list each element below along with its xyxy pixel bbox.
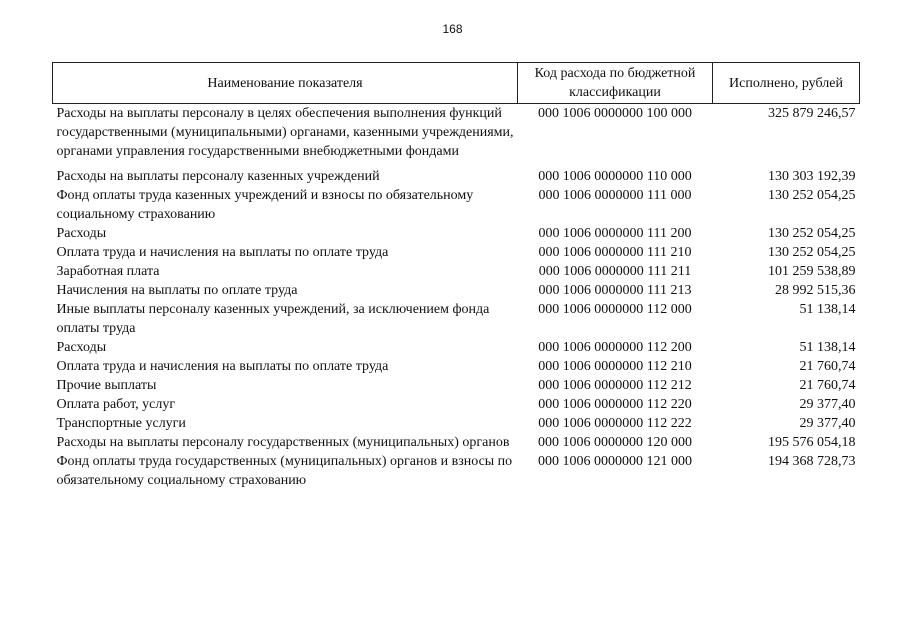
table-row	[53, 376, 860, 395]
page-number: 168	[442, 22, 463, 36]
table-row	[53, 414, 860, 433]
budget-code-cell: 000 1006 0000000 100 000	[538, 106, 692, 121]
executed-amount-cell: 130 252 054,25	[768, 188, 856, 203]
executed-amount-cell: 21 760,74	[799, 359, 856, 374]
indicator-name-cell: Оплата труда и начисления на выплаты по оплате труда	[56, 359, 389, 374]
budget-code-cell: 000 1006 0000000 111 213	[538, 283, 692, 298]
table-row	[53, 224, 860, 243]
budget-code-cell: 000 1006 0000000 120 000	[538, 435, 692, 450]
indicator-name-cell: Иные выплаты персоналу казенных учреждений, за исключением фонда оплаты труда	[56, 302, 490, 336]
indicator-name-cell: Оплата труда и начисления на выплаты по оплате труда	[56, 245, 389, 260]
table-row	[53, 262, 860, 281]
table-header-row	[53, 63, 860, 104]
indicator-name-cell: Прочие выплаты	[56, 378, 157, 393]
executed-amount-cell: 194 368 728,73	[768, 454, 856, 469]
table-row	[53, 357, 860, 376]
budget-code-cell: 000 1006 0000000 112 220	[538, 397, 692, 412]
executed-amount-cell: 101 259 538,89	[768, 264, 856, 279]
header-executed-amount: Исполнено, рублей	[713, 63, 860, 104]
indicator-name-cell: Заработная плата	[56, 264, 160, 279]
executed-amount-cell: 29 377,40	[799, 397, 856, 412]
executed-amount-cell: 195 576 054,18	[768, 435, 856, 450]
table-row	[53, 281, 860, 300]
executed-amount-cell: 51 138,14	[799, 340, 856, 355]
table-row	[53, 433, 860, 452]
budget-code-cell: 000 1006 0000000 112 210	[538, 359, 692, 374]
indicator-name-cell: Расходы на выплаты персоналу в целях обеспечения выполнения функций государственными (муниципальными) органами, казенными учреждениями, органами управления государственными внебюджетными фондами	[56, 106, 514, 159]
indicator-name-cell: Транспортные услуги	[56, 416, 186, 431]
header-indicator-name: Наименование показателя	[53, 63, 518, 104]
indicator-name-cell: Расходы на выплаты персоналу казенных учреждений	[56, 169, 380, 184]
executed-amount-cell: 325 879 246,57	[768, 106, 856, 121]
indicator-name-cell: Расходы	[56, 340, 107, 355]
budget-code-cell: 000 1006 0000000 112 000	[538, 302, 692, 317]
table-row	[53, 452, 860, 490]
budget-code-cell: 000 1006 0000000 112 200	[538, 340, 692, 355]
budget-code-cell: 000 1006 0000000 111 210	[538, 245, 692, 260]
expenditure-table	[52, 62, 860, 490]
budget-code-cell: 000 1006 0000000 111 200	[538, 226, 692, 241]
table-row	[53, 186, 860, 224]
indicator-name-cell: Фонд оплаты труда государственных (муниципальных) органов и взносы по обязательному социальному страхованию	[56, 454, 513, 488]
budget-code-cell: 000 1006 0000000 121 000	[538, 454, 692, 469]
executed-amount-cell: 21 760,74	[799, 378, 856, 393]
table-row	[53, 167, 860, 186]
table-row	[53, 300, 860, 338]
executed-amount-cell: 28 992 515,36	[775, 283, 856, 298]
budget-code-cell: 000 1006 0000000 112 212	[538, 378, 692, 393]
header-budget-code: Код расхода по бюджетной классификации	[518, 63, 713, 104]
executed-amount-cell: 29 377,40	[799, 416, 856, 431]
executed-amount-cell: 130 252 054,25	[768, 226, 856, 241]
table-body	[53, 104, 860, 491]
indicator-name-cell: Фонд оплаты труда казенных учреждений и взносы по обязательному социальному страхованию	[56, 188, 474, 222]
indicator-name-cell: Начисления на выплаты по оплате труда	[56, 283, 298, 298]
budget-code-cell: 000 1006 0000000 112 222	[538, 416, 692, 431]
budget-code-cell: 000 1006 0000000 111 211	[538, 264, 692, 279]
indicator-name-cell: Оплата работ, услуг	[56, 397, 176, 412]
budget-code-cell: 000 1006 0000000 110 000	[538, 169, 692, 184]
table-row	[53, 395, 860, 414]
indicator-name-cell: Расходы	[56, 226, 107, 241]
indicator-name-cell: Расходы на выплаты персоналу государственных (муниципальных) органов	[56, 435, 510, 450]
table-row	[53, 338, 860, 357]
table-row	[53, 243, 860, 262]
table-row	[53, 104, 860, 168]
budget-code-cell: 000 1006 0000000 111 000	[538, 188, 692, 203]
executed-amount-cell: 51 138,14	[799, 302, 856, 317]
executed-amount-cell: 130 252 054,25	[768, 245, 856, 260]
executed-amount-cell: 130 303 192,39	[768, 169, 856, 184]
